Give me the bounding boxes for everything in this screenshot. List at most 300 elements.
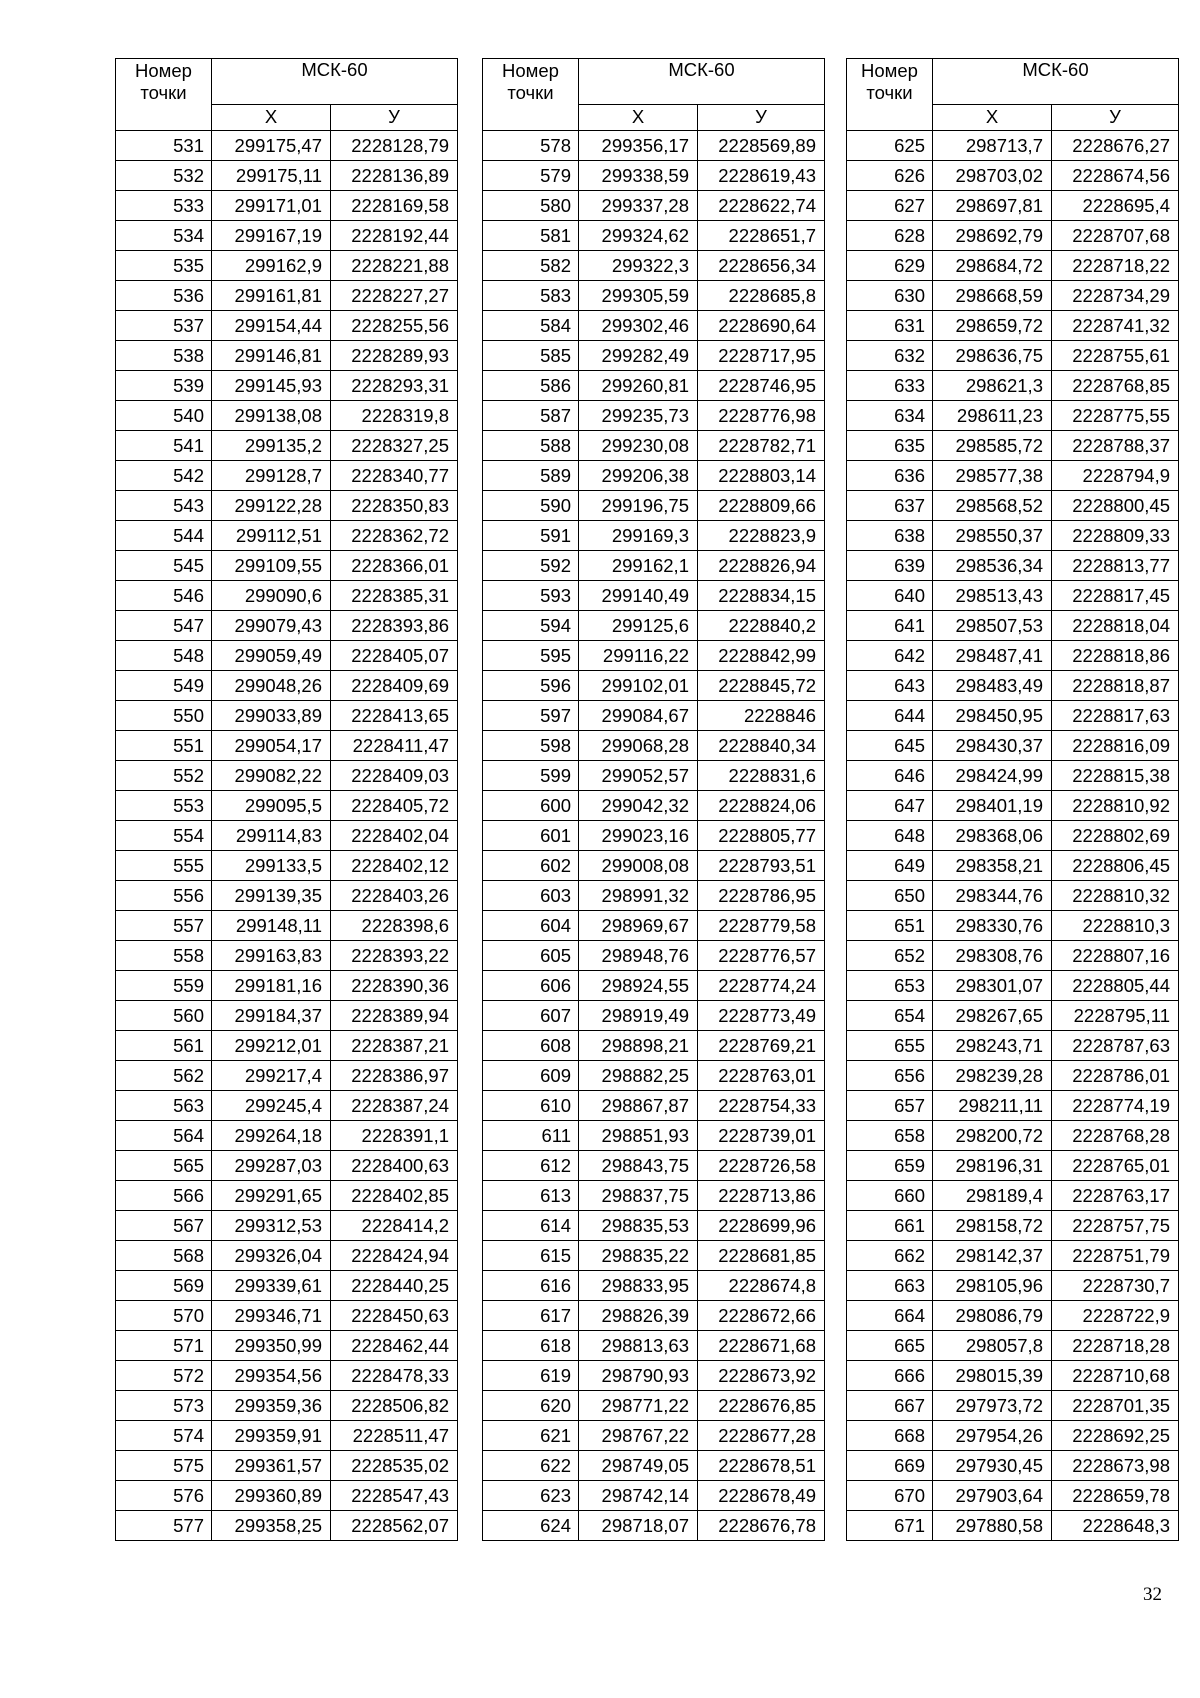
x-coordinate-cell: 299360,89 <box>212 1481 331 1511</box>
x-coordinate-cell: 299054,17 <box>212 731 331 761</box>
table-row <box>483 1301 825 1331</box>
x-coordinate-cell: 299361,57 <box>212 1451 331 1481</box>
point-number-cell: 638 <box>847 521 933 551</box>
point-number-cell: 564 <box>116 1121 212 1151</box>
x-coordinate-cell: 299230,08 <box>579 431 698 461</box>
point-number-cell: 654 <box>847 1001 933 1031</box>
point-number-cell: 605 <box>483 941 579 971</box>
x-coordinate-cell: 297954,26 <box>933 1421 1052 1451</box>
coordinate-system-header: МСК-60 <box>579 59 825 105</box>
y-coordinate-cell: 2228722,9 <box>1052 1301 1179 1331</box>
x-coordinate-cell: 298851,93 <box>579 1121 698 1151</box>
point-number-cell: 571 <box>116 1331 212 1361</box>
x-coordinate-cell: 298837,75 <box>579 1181 698 1211</box>
x-coordinate-cell: 298697,81 <box>933 191 1052 221</box>
table-row <box>847 851 1179 881</box>
table-row <box>116 521 458 551</box>
point-number-cell: 625 <box>847 131 933 161</box>
x-coordinate-cell: 299346,71 <box>212 1301 331 1331</box>
x-coordinate-cell: 299175,47 <box>212 131 331 161</box>
table-row <box>116 611 458 641</box>
point-number-cell: 641 <box>847 611 933 641</box>
table-row <box>116 701 458 731</box>
point-number-cell: 606 <box>483 971 579 1001</box>
y-coordinate-cell: 2228409,03 <box>331 761 458 791</box>
point-number-cell: 554 <box>116 821 212 851</box>
y-coordinate-cell: 2228768,85 <box>1052 371 1179 401</box>
point-number-cell: 560 <box>116 1001 212 1031</box>
y-coordinate-cell: 2228842,99 <box>698 641 825 671</box>
point-number-cell: 589 <box>483 461 579 491</box>
point-number-cell: 642 <box>847 641 933 671</box>
table-row <box>116 1271 458 1301</box>
y-coordinate-cell: 2228128,79 <box>331 131 458 161</box>
table-row <box>483 1241 825 1271</box>
point-number-cell: 664 <box>847 1301 933 1331</box>
y-coordinate-cell: 2228411,47 <box>331 731 458 761</box>
x-coordinate-cell: 298301,07 <box>933 971 1052 1001</box>
point-number-cell: 582 <box>483 251 579 281</box>
table-row <box>847 761 1179 791</box>
y-coordinate-cell: 2228405,07 <box>331 641 458 671</box>
y-coordinate-cell: 2228327,25 <box>331 431 458 461</box>
point-number-cell: 622 <box>483 1451 579 1481</box>
x-coordinate-cell: 298742,14 <box>579 1481 698 1511</box>
y-coordinate-cell: 2228387,24 <box>331 1091 458 1121</box>
table-row <box>483 311 825 341</box>
point-number-cell: 594 <box>483 611 579 641</box>
y-coordinate-cell: 2228741,32 <box>1052 311 1179 341</box>
point-number-cell: 656 <box>847 1061 933 1091</box>
point-number-cell: 637 <box>847 491 933 521</box>
point-number-cell: 591 <box>483 521 579 551</box>
y-coordinate-cell: 2228718,22 <box>1052 251 1179 281</box>
y-coordinate-cell: 2228656,34 <box>698 251 825 281</box>
x-coordinate-cell: 298189,4 <box>933 1181 1052 1211</box>
point-number-cell: 569 <box>116 1271 212 1301</box>
x-coordinate-cell: 298057,8 <box>933 1331 1052 1361</box>
point-number-cell: 553 <box>116 791 212 821</box>
x-coordinate-cell: 297930,45 <box>933 1451 1052 1481</box>
y-coordinate-cell: 2228389,94 <box>331 1001 458 1031</box>
x-coordinate-cell: 298267,65 <box>933 1001 1052 1031</box>
table-row <box>483 1001 825 1031</box>
y-coordinate-cell: 2228776,57 <box>698 941 825 971</box>
x-coordinate-cell: 299139,35 <box>212 881 331 911</box>
x-coordinate-cell: 299358,25 <box>212 1511 331 1541</box>
point-number-cell: 573 <box>116 1391 212 1421</box>
y-coordinate-cell: 2228751,79 <box>1052 1241 1179 1271</box>
table-row <box>116 371 458 401</box>
table-row <box>483 671 825 701</box>
table-row <box>483 221 825 251</box>
table-row <box>483 161 825 191</box>
table-row <box>483 851 825 881</box>
table-row <box>116 911 458 941</box>
y-coordinate-cell: 2228755,61 <box>1052 341 1179 371</box>
table-row <box>847 191 1179 221</box>
table-row <box>483 371 825 401</box>
table-row <box>847 1091 1179 1121</box>
point-number-cell: 601 <box>483 821 579 851</box>
point-number-cell: 572 <box>116 1361 212 1391</box>
x-coordinate-cell: 298749,05 <box>579 1451 698 1481</box>
x-coordinate-cell: 299148,11 <box>212 911 331 941</box>
x-coordinate-cell: 298835,22 <box>579 1241 698 1271</box>
point-number-cell: 535 <box>116 251 212 281</box>
x-coordinate-cell: 298621,3 <box>933 371 1052 401</box>
table-row <box>483 341 825 371</box>
point-number-cell: 623 <box>483 1481 579 1511</box>
x-coordinate-cell: 299133,5 <box>212 851 331 881</box>
point-number-cell: 627 <box>847 191 933 221</box>
table-row <box>483 191 825 221</box>
x-coordinate-cell: 299175,11 <box>212 161 331 191</box>
y-coordinate-cell: 2228840,2 <box>698 611 825 641</box>
point-number-cell: 603 <box>483 881 579 911</box>
x-coordinate-cell: 298843,75 <box>579 1151 698 1181</box>
table-row <box>847 1061 1179 1091</box>
point-number-cell: 608 <box>483 1031 579 1061</box>
y-coordinate-cell: 2228818,04 <box>1052 611 1179 641</box>
table-row <box>847 1121 1179 1151</box>
point-number-cell: 544 <box>116 521 212 551</box>
table-row <box>483 401 825 431</box>
point-number-cell: 561 <box>116 1031 212 1061</box>
y-coordinate-cell: 2228678,51 <box>698 1451 825 1481</box>
y-coordinate-cell: 2228775,55 <box>1052 401 1179 431</box>
table-row <box>847 161 1179 191</box>
y-coordinate-cell: 2228398,6 <box>331 911 458 941</box>
point-number-cell: 547 <box>116 611 212 641</box>
table-row <box>847 1271 1179 1301</box>
point-number-cell: 611 <box>483 1121 579 1151</box>
x-coordinate-cell: 298611,23 <box>933 401 1052 431</box>
x-coordinate-cell: 298991,32 <box>579 881 698 911</box>
point-number-cell: 640 <box>847 581 933 611</box>
y-coordinate-cell: 2228387,21 <box>331 1031 458 1061</box>
y-coordinate-cell: 2228776,98 <box>698 401 825 431</box>
x-coordinate-cell: 298308,76 <box>933 941 1052 971</box>
point-number-cell: 542 <box>116 461 212 491</box>
x-coordinate-cell: 298833,95 <box>579 1271 698 1301</box>
x-coordinate-cell: 299326,04 <box>212 1241 331 1271</box>
y-coordinate-cell: 2228831,6 <box>698 761 825 791</box>
table-row <box>116 1031 458 1061</box>
y-coordinate-cell: 2228809,33 <box>1052 521 1179 551</box>
x-coordinate-cell: 299079,43 <box>212 611 331 641</box>
point-number-cell: 588 <box>483 431 579 461</box>
table-row <box>483 791 825 821</box>
point-number-header: Номер точки <box>483 59 579 131</box>
x-coordinate-cell: 299264,18 <box>212 1121 331 1151</box>
y-coordinate-cell: 2228765,01 <box>1052 1151 1179 1181</box>
y-coordinate-cell: 2228672,66 <box>698 1301 825 1331</box>
y-coordinate-cell: 2228393,22 <box>331 941 458 971</box>
point-number-cell: 629 <box>847 251 933 281</box>
table-row <box>847 221 1179 251</box>
coordinate-system-header: МСК-60 <box>212 59 458 105</box>
table-row <box>847 911 1179 941</box>
y-coordinate-cell: 2228462,44 <box>331 1331 458 1361</box>
x-coordinate-cell: 298358,21 <box>933 851 1052 881</box>
table-row <box>847 791 1179 821</box>
point-number-cell: 650 <box>847 881 933 911</box>
y-coordinate-cell: 2228768,28 <box>1052 1121 1179 1151</box>
y-coordinate-cell: 2228701,35 <box>1052 1391 1179 1421</box>
table-row <box>116 1511 458 1541</box>
table-row <box>116 191 458 221</box>
x-coordinate-cell: 298835,53 <box>579 1211 698 1241</box>
point-number-cell: 663 <box>847 1271 933 1301</box>
table-row <box>116 401 458 431</box>
table-row <box>483 1481 825 1511</box>
point-number-cell: 661 <box>847 1211 933 1241</box>
y-coordinate-cell: 2228478,33 <box>331 1361 458 1391</box>
point-number-cell: 539 <box>116 371 212 401</box>
point-number-cell: 648 <box>847 821 933 851</box>
table-row <box>483 701 825 731</box>
x-coordinate-cell: 298211,11 <box>933 1091 1052 1121</box>
x-coordinate-cell: 299162,1 <box>579 551 698 581</box>
table-row <box>116 1151 458 1181</box>
table-row <box>116 971 458 1001</box>
y-coordinate-cell: 2228773,49 <box>698 1001 825 1031</box>
point-number-cell: 644 <box>847 701 933 731</box>
table-row <box>483 581 825 611</box>
x-coordinate-cell: 299235,73 <box>579 401 698 431</box>
y-coordinate-cell: 2228413,65 <box>331 701 458 731</box>
x-coordinate-cell: 299068,28 <box>579 731 698 761</box>
x-coordinate-cell: 299291,65 <box>212 1181 331 1211</box>
table-row <box>116 791 458 821</box>
y-coordinate-cell: 2228730,7 <box>1052 1271 1179 1301</box>
point-number-cell: 543 <box>116 491 212 521</box>
point-number-cell: 635 <box>847 431 933 461</box>
table-row <box>116 221 458 251</box>
point-number-cell: 575 <box>116 1451 212 1481</box>
y-coordinate-cell: 2228786,01 <box>1052 1061 1179 1091</box>
y-coordinate-cell: 2228809,66 <box>698 491 825 521</box>
x-coordinate-cell: 298513,43 <box>933 581 1052 611</box>
table-row <box>116 161 458 191</box>
x-coordinate-cell: 299324,62 <box>579 221 698 251</box>
table-row <box>483 911 825 941</box>
point-number-cell: 669 <box>847 1451 933 1481</box>
x-coordinate-cell: 299167,19 <box>212 221 331 251</box>
table-row <box>116 1361 458 1391</box>
point-number-cell: 668 <box>847 1421 933 1451</box>
table-row <box>483 491 825 521</box>
y-coordinate-cell: 2228769,21 <box>698 1031 825 1061</box>
y-coordinate-cell: 2228779,58 <box>698 911 825 941</box>
point-number-cell: 548 <box>116 641 212 671</box>
x-coordinate-cell: 297880,58 <box>933 1511 1052 1541</box>
y-coordinate-cell: 2228817,63 <box>1052 701 1179 731</box>
table-row <box>483 1511 825 1541</box>
x-coordinate-cell: 299146,81 <box>212 341 331 371</box>
point-number-cell: 534 <box>116 221 212 251</box>
point-number-cell: 628 <box>847 221 933 251</box>
x-coordinate-cell: 299217,4 <box>212 1061 331 1091</box>
point-number-header: Номер точки <box>116 59 212 131</box>
point-number-cell: 624 <box>483 1511 579 1541</box>
x-coordinate-cell: 298767,22 <box>579 1421 698 1451</box>
y-coordinate-cell: 2228690,64 <box>698 311 825 341</box>
point-number-cell: 538 <box>116 341 212 371</box>
table-row <box>116 1181 458 1211</box>
table-row <box>116 1001 458 1031</box>
table-row <box>483 761 825 791</box>
x-coordinate-cell: 298867,87 <box>579 1091 698 1121</box>
point-number-cell: 671 <box>847 1511 933 1541</box>
point-number-cell: 592 <box>483 551 579 581</box>
x-coordinate-cell: 298196,31 <box>933 1151 1052 1181</box>
y-coordinate-cell: 2228424,94 <box>331 1241 458 1271</box>
point-number-cell: 659 <box>847 1151 933 1181</box>
table-row <box>116 1331 458 1361</box>
point-number-cell: 536 <box>116 281 212 311</box>
page-number: 32 <box>1143 1584 1162 1605</box>
y-coordinate-cell: 2228671,68 <box>698 1331 825 1361</box>
y-coordinate-cell: 2228734,29 <box>1052 281 1179 311</box>
point-number-cell: 619 <box>483 1361 579 1391</box>
x-coordinate-cell: 299287,03 <box>212 1151 331 1181</box>
point-number-cell: 559 <box>116 971 212 1001</box>
point-number-cell: 555 <box>116 851 212 881</box>
point-number-cell: 562 <box>116 1061 212 1091</box>
table-row <box>483 431 825 461</box>
y-coordinate-cell: 2228823,9 <box>698 521 825 551</box>
table-row <box>116 1421 458 1451</box>
x-coordinate-cell: 299212,01 <box>212 1031 331 1061</box>
y-coordinate-cell: 2228677,28 <box>698 1421 825 1451</box>
x-coordinate-cell: 298142,37 <box>933 1241 1052 1271</box>
x-coordinate-cell: 299125,6 <box>579 611 698 641</box>
table-row <box>116 461 458 491</box>
y-coordinate-cell: 2228794,9 <box>1052 461 1179 491</box>
x-coordinate-cell: 299181,16 <box>212 971 331 1001</box>
table-row <box>116 431 458 461</box>
point-number-cell: 551 <box>116 731 212 761</box>
y-coordinate-cell: 2228846 <box>698 701 825 731</box>
x-coordinate-cell: 299116,22 <box>579 641 698 671</box>
x-coordinate-cell: 299196,75 <box>579 491 698 521</box>
x-coordinate-cell: 298898,21 <box>579 1031 698 1061</box>
table-row <box>847 581 1179 611</box>
point-number-cell: 655 <box>847 1031 933 1061</box>
table-row <box>847 1031 1179 1061</box>
point-number-cell: 652 <box>847 941 933 971</box>
x-coordinate-cell: 298243,71 <box>933 1031 1052 1061</box>
y-coordinate-cell: 2228366,01 <box>331 551 458 581</box>
table-row <box>847 401 1179 431</box>
x-coordinate-cell: 299322,3 <box>579 251 698 281</box>
y-coordinate-cell: 2228805,44 <box>1052 971 1179 1001</box>
point-number-cell: 617 <box>483 1301 579 1331</box>
x-coordinate-cell: 299102,01 <box>579 671 698 701</box>
point-number-cell: 616 <box>483 1271 579 1301</box>
point-number-cell: 565 <box>116 1151 212 1181</box>
table-row <box>483 881 825 911</box>
y-coordinate-cell: 2228802,69 <box>1052 821 1179 851</box>
point-number-cell: 537 <box>116 311 212 341</box>
x-coordinate-cell: 299312,53 <box>212 1211 331 1241</box>
y-coordinate-cell: 2228817,45 <box>1052 581 1179 611</box>
point-number-cell: 600 <box>483 791 579 821</box>
y-coordinate-cell: 2228678,49 <box>698 1481 825 1511</box>
y-coordinate-cell: 2228535,02 <box>331 1451 458 1481</box>
x-coordinate-cell: 298790,93 <box>579 1361 698 1391</box>
point-number-cell: 545 <box>116 551 212 581</box>
y-coordinate-cell: 2228405,72 <box>331 791 458 821</box>
table-row <box>116 941 458 971</box>
point-number-cell: 621 <box>483 1421 579 1451</box>
point-number-cell: 610 <box>483 1091 579 1121</box>
x-coordinate-cell: 297903,64 <box>933 1481 1052 1511</box>
point-number-cell: 643 <box>847 671 933 701</box>
x-coordinate-cell: 298585,72 <box>933 431 1052 461</box>
table-row <box>116 251 458 281</box>
table-row <box>847 281 1179 311</box>
x-coordinate-cell: 298200,72 <box>933 1121 1052 1151</box>
x-coordinate-cell: 299350,99 <box>212 1331 331 1361</box>
point-number-cell: 579 <box>483 161 579 191</box>
x-coordinate-cell: 299338,59 <box>579 161 698 191</box>
table-row <box>483 1091 825 1121</box>
table-row <box>483 281 825 311</box>
table-row <box>483 1331 825 1361</box>
x-coordinate-cell: 299135,2 <box>212 431 331 461</box>
y-coordinate-cell: 2228676,85 <box>698 1391 825 1421</box>
point-number-cell: 549 <box>116 671 212 701</box>
table-row <box>847 971 1179 1001</box>
table-row <box>483 1361 825 1391</box>
x-coordinate-cell: 298344,76 <box>933 881 1052 911</box>
y-coordinate-cell: 2228788,37 <box>1052 431 1179 461</box>
point-number-cell: 662 <box>847 1241 933 1271</box>
table-row <box>847 821 1179 851</box>
point-number-cell: 647 <box>847 791 933 821</box>
y-coordinate-cell: 2228674,8 <box>698 1271 825 1301</box>
table-row <box>483 1061 825 1091</box>
point-number-cell: 609 <box>483 1061 579 1091</box>
y-coordinate-cell: 2228800,45 <box>1052 491 1179 521</box>
y-coordinate-cell: 2228803,14 <box>698 461 825 491</box>
table-row <box>483 1211 825 1241</box>
coordinate-table-1 <box>115 58 458 1541</box>
point-number-cell: 670 <box>847 1481 933 1511</box>
x-column-header: Х <box>579 105 698 131</box>
point-number-cell: 563 <box>116 1091 212 1121</box>
x-coordinate-cell: 299145,93 <box>212 371 331 401</box>
y-coordinate-cell: 2228350,83 <box>331 491 458 521</box>
table-row <box>483 461 825 491</box>
table-row <box>116 1301 458 1331</box>
y-coordinate-cell: 2228255,56 <box>331 311 458 341</box>
table-row <box>847 701 1179 731</box>
y-coordinate-cell: 2228805,77 <box>698 821 825 851</box>
y-column-header: У <box>331 105 458 131</box>
y-coordinate-cell: 2228409,69 <box>331 671 458 701</box>
x-coordinate-cell: 297973,72 <box>933 1391 1052 1421</box>
y-coordinate-cell: 2228414,2 <box>331 1211 458 1241</box>
table-row <box>847 551 1179 581</box>
table-row <box>847 371 1179 401</box>
point-number-cell: 607 <box>483 1001 579 1031</box>
table-row <box>483 1391 825 1421</box>
x-coordinate-cell: 299339,61 <box>212 1271 331 1301</box>
